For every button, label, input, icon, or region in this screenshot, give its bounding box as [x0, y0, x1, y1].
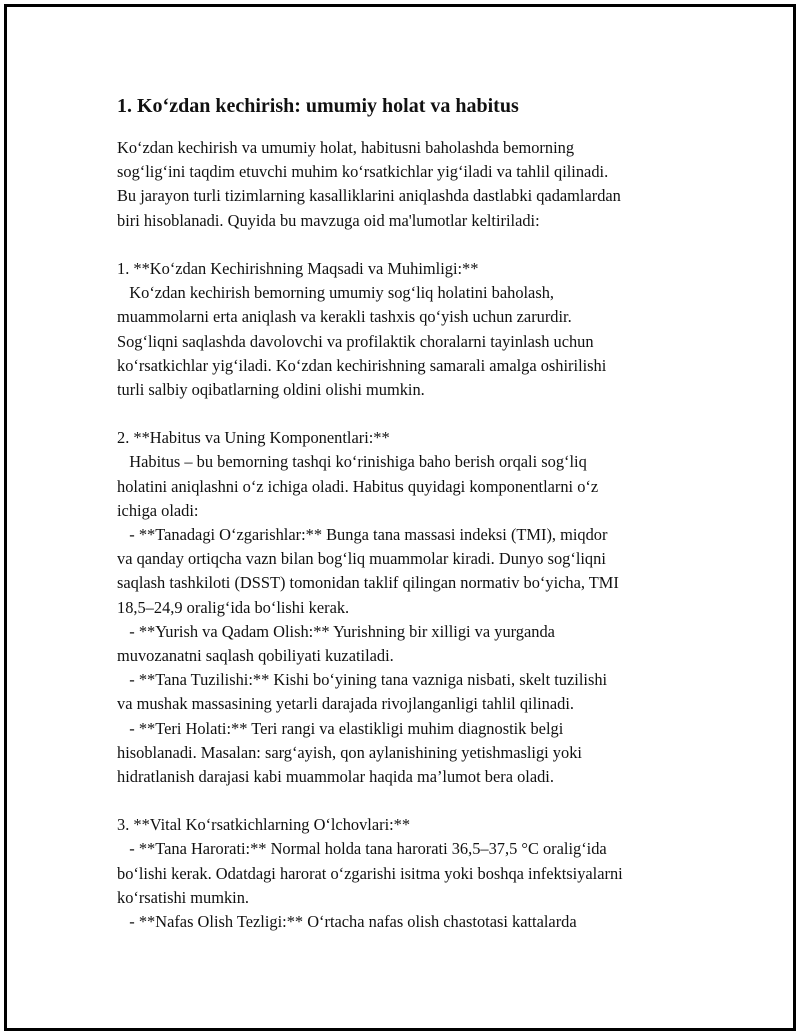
blank-line: [117, 402, 697, 426]
text-line: va mushak massasining yetarli darajada rivojlanganligi tahlil qilinadi.: [117, 694, 575, 714]
text-line: va qanday ortiqcha vazn bilan bog‘liq muammolar kiradi. Dunyo sog‘liqni: [117, 549, 606, 569]
text-line: Ko‘zdan kechirish va umumiy holat, habitusni baholashda bemorning: [117, 138, 575, 157]
text-line: bo‘lishi kerak. Odatdagi harorat o‘zgarishi isitma yoki boshqa infektsiyalarni: [117, 863, 623, 883]
text-line: hidratlanish darajasi kabi muammolar haqida ma’lumot bera oladi.: [117, 766, 554, 786]
list-item-line: - **Nafas Olish Tezligi:** O‘rtacha nafas olish chastotasi kattalarda: [117, 912, 577, 931]
document-title: 1. Ko‘zdan kechirish: umumiy holat va habitus: [117, 95, 519, 117]
list-item-line: - **Tana Tuzilishi:** Kishi bo‘yining tana vazniga nisbati, skelt tuzilishi: [117, 670, 608, 690]
blank-line: [117, 789, 697, 813]
text-line: 18,5–24,9 oralig‘ida bo‘lishi kerak.: [117, 597, 350, 617]
text-line: Habitus – bu bemorning tashqi ko‘rinishiga baho berish orqali sog‘liq: [117, 452, 587, 472]
text-line: Sog‘liqni saqlashda davolovchi va profilaktik choralarni tayinlash uchun: [117, 331, 594, 351]
text-line: holatini aniqlashni o‘z ichiga oladi. Habitus quyidagi komponentlarni o‘z: [117, 476, 599, 496]
list-item-line: - **Tanadagi O‘zgarishlar:** Bunga tana massasi indeksi (TMI), miqdor: [117, 525, 608, 544]
section-purpose: [117, 257, 697, 402]
section-habitus: [117, 426, 697, 789]
section-heading: 1. **Ko‘zdan Kechirishning Maqsadi va Muhimligi:**: [117, 258, 479, 278]
text-line: muammolarni erta aniqlash va kerakli tashxis qo‘yish uchun zarurdir.: [117, 307, 572, 327]
intro-paragraph: [117, 136, 697, 233]
text-line: ko‘rsatkichlar yig‘iladi. Ko‘zdan kechirishning samarali amalga oshirilishi: [117, 355, 607, 375]
text-line: sog‘lig‘ini taqdim etuvchi muhim ko‘rsatkichlar yig‘iladi va tahlil qilinadi.: [117, 162, 609, 182]
text-line: biri hisoblanadi. Quyida bu mavzuga oid ma'lumotlar keltiriladi:: [117, 210, 540, 230]
text-line: ichiga oladi:: [117, 500, 199, 520]
text-line: muvozanatni saqlash qobiliyati kuzatiladi.: [117, 645, 394, 665]
section-heading: 3. **Vital Ko‘rsatkichlarning O‘lchovlari:**: [117, 815, 411, 835]
text-line: turli salbiy oqibatlarning oldini olishi mumkin.: [117, 379, 425, 399]
list-item-line: - **Teri Holati:** Teri rangi va elastikligi muhim diagnostik belgi: [117, 718, 564, 738]
text-line: Bu jarayon turli tizimlarning kasalliklarini aniqlashda dastlabki qadamlardan: [117, 186, 621, 206]
text-line: Ko‘zdan kechirish bemorning umumiy sog‘liq holatini baholash,: [117, 283, 555, 303]
blank-line: [117, 233, 697, 257]
section-heading: 2. **Habitus va Uning Komponentlari:**: [117, 428, 390, 448]
text-line: saqlash tashkiloti (DSST) tomonidan taklif qilingan normativ bo‘yicha, TMI: [117, 573, 619, 593]
document-body: [117, 92, 697, 934]
list-item-line: - **Tana Harorati:** Normal holda tana harorati 36,5–37,5 °C oralig‘ida: [117, 839, 607, 859]
section-vitals: [117, 813, 697, 934]
text-line: hisoblanadi. Masalan: sarg‘ayish, qon aylanishining yetishmasligi yoki: [117, 742, 582, 762]
text-line: ko‘rsatishi mumkin.: [117, 887, 250, 907]
list-item-line: - **Yurish va Qadam Olish:** Yurishning bir xilligi va yurganda: [117, 621, 555, 641]
